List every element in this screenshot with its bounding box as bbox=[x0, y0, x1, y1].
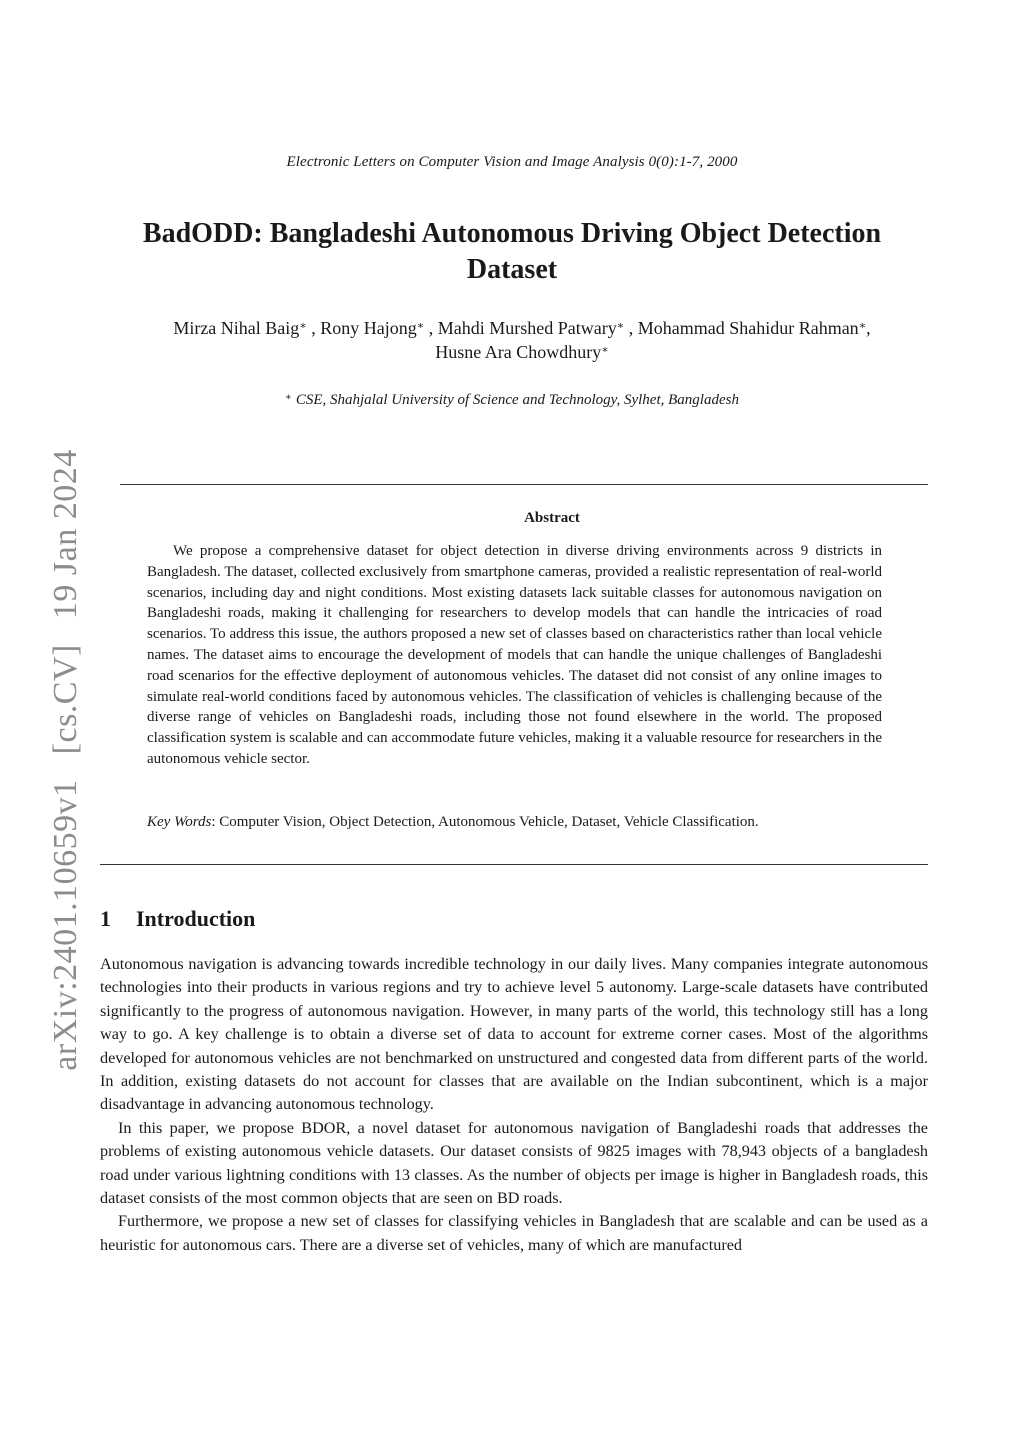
section-heading-introduction bbox=[100, 906, 255, 932]
author-mark: ∗ bbox=[416, 320, 425, 332]
keywords-label: Key Words bbox=[147, 814, 212, 830]
section-title: Introduction bbox=[136, 906, 256, 931]
author-mark: ∗ bbox=[858, 320, 867, 332]
arxiv-date: 19 Jan 2024 bbox=[47, 449, 84, 620]
paper-title: BadODD: Bangladeshi Autonomous Driving Object Detection Dataset bbox=[142, 218, 882, 285]
abstract-top-rule bbox=[120, 484, 928, 485]
paragraph: Autonomous navigation is advancing towards incredible technology in our daily lives. Many companies integrate autonomous technologies into their products in various regions and try to achieve level 5 autonomy. Large-scale datasets have contributed significantly to the progress of autonomous navigation. However, in many parts of the world, this technology still has a long way to go. A key challenge is to obtain a diverse set of data to account for extreme corner cases. Most of the algorithms developed for autonomous vehicles are not benchmarked on unstructured and congested data from different parts of the world. In addition, existing datasets do not account for classes that are available on the Indian subcontinent, which is a major disadvantage in advancing autonomous technology. bbox=[100, 955, 928, 1114]
author-mark: ∗ bbox=[616, 320, 625, 332]
author-mark: ∗ bbox=[601, 344, 609, 356]
author-mark: ∗ bbox=[299, 320, 307, 332]
affiliation-text: CSE, Shahjalal University of Science and Technology, Sylhet, Bangladesh bbox=[295, 392, 739, 408]
author-list: Mirza Nihal Baig∗ , Rony Hajong∗ , Mahdi Murshed Patwary∗ , Mohammad Shahidur Rahman∗, Husne Ara Chowdhury∗ bbox=[173, 318, 871, 362]
author-name: Mohammad Shahidur Rahman bbox=[637, 318, 859, 338]
abstract-bottom-rule bbox=[100, 864, 928, 865]
paragraph: In this paper, we propose BDOR, a novel dataset for autonomous navigation of Bangladeshi roads that addresses the problems of existing autonomous vehicle datasets. Our dataset consists of 9825 images with 78,943 objects of a bangladesh road under various lightning conditions with 13 classes. As the number of objects per image is higher in Bangladesh roads, this dataset consists of the most common objects that are seen on BD roads. bbox=[100, 1118, 928, 1208]
abstract-text: We propose a comprehensive dataset for object detection in diverse driving environments across 9 districts in Bangladesh. The dataset, collected exclusively from smartphone cameras, provided a realistic representation of real-world scenarios, including day and night conditions. Most existing datasets lack suitable classes for autonomous navigation on Bangladeshi roads, making it challenging for researchers to develop models that can handle the intricacies of road scenarios. To address this issue, the authors proposed a new set of classes based on characteristics rather than local vehicle names. The dataset aims to encourage the development of models that can handle the unique challenges of Bangladeshi road scenarios for the effective deployment of autonomous vehicles. The dataset did not consist of any online images to simulate real-world conditions faced by autonomous vehicles. The classification of vehicles is challenging because of the diverse range of vehicles on Bangladeshi roads, including those not found elsewhere in the world. The proposed classification system is scalable and can accommodate future vehicles, making it a valuable resource for researchers in the autonomous vehicle sector. bbox=[147, 543, 882, 767]
author-name: Husne Ara Chowdhury bbox=[435, 342, 602, 362]
arxiv-id: arXiv:2401.10659v1 bbox=[47, 779, 84, 1071]
arxiv-category: [cs.CV] bbox=[47, 644, 84, 755]
introduction-body bbox=[100, 953, 928, 1257]
journal-header: Electronic Letters on Computer Vision and Image Analysis 0(0):1-7, 2000 bbox=[286, 154, 738, 170]
author-name: Rony Hajong bbox=[320, 318, 417, 338]
section-number: 1 bbox=[100, 906, 111, 931]
keywords bbox=[147, 814, 907, 831]
arxiv-stamp bbox=[47, 433, 85, 1070]
author-name: Mirza Nihal Baig bbox=[173, 318, 300, 338]
abstract-heading: Abstract bbox=[524, 510, 580, 526]
paragraph: Furthermore, we propose a new set of classes for classifying vehicles in Bangladesh that are scalable and can be used as a heuristic for autonomous cars. There are a diverse set of vehicles, many of which are manufactured bbox=[100, 1212, 928, 1254]
keywords-list: : Computer Vision, Object Detection, Autonomous Vehicle, Dataset, Vehicle Classification. bbox=[211, 814, 759, 830]
affiliation-mark: ∗ bbox=[285, 392, 292, 403]
affiliation bbox=[0, 392, 1024, 409]
author-name: Mahdi Murshed Patwary bbox=[437, 318, 617, 338]
